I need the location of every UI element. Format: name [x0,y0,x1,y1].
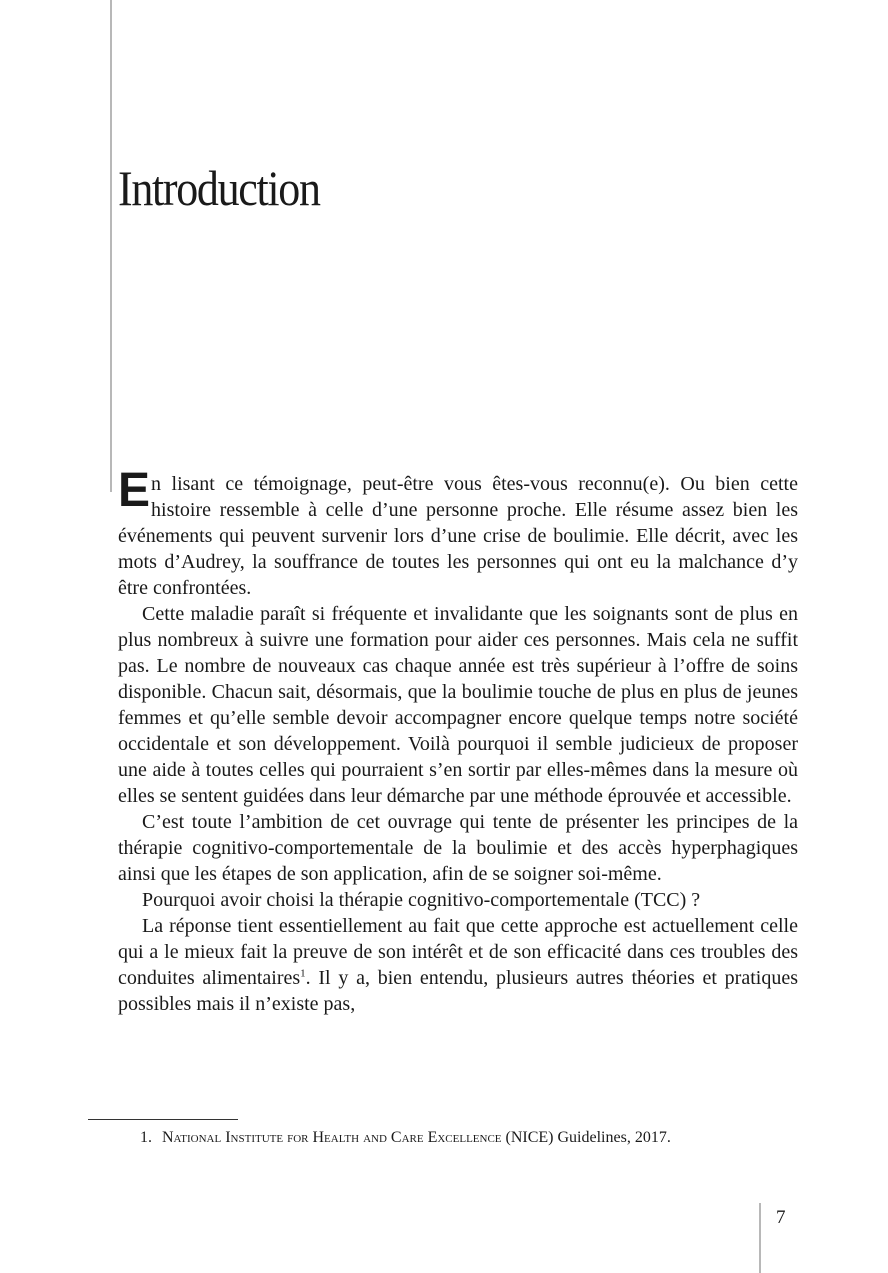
body-text [118,464,798,1017]
drop-cap: E [118,464,151,517]
footnote-reference[interactable]: 1 [300,967,306,980]
footnote [140,1128,671,1148]
paragraph-5-text-a: La réponse tient essentiellement au fait que cette approche est actuellement celle qui a le mieux fait la preuve de son intérêt et de son efficacité dans ces troubles des conduites alimentaires [118,915,798,989]
page-number: 7 [776,1207,786,1228]
paragraph-1 [118,464,798,601]
paragraph-3: C’est toute l’ambition de cet ouvrage qui tente de présenter les principes de la thérapie cognitivo-comportementale de la boulimie et des accès hyperphagiques ainsi que les étapes de son application, afin de se soigner soi-même. [118,811,798,885]
paragraph-1-text: n lisant ce témoignage, peut-être vous êtes-vous reconnu(e). Ou bien cette histoire ressemble à celle d’une personne proche. Elle résume assez bien les événements qui peuvent survenir lors d’une crise de boulimie. Elle décrit, avec les mots d’Audrey, la souffrance de toutes les personnes qui ont eu la malchance d’y être confrontées. [118,473,798,599]
paragraph-2: Cette maladie paraît si fréquente et invalidante que les soignants sont de plus en plus nombreux à suivre une formation pour aider ces personnes. Mais cela ne suffit pas. Le nombre de nouveaux cas chaque année est très supérieur à l’offre de soins disponible. Chacun sait, désormais, que la boulimie touche de plus en plus de jeunes femmes et qu’elle semble devoir accompagner encore quelque temps notre société occidentale et son développement. Voilà pourquoi il semble judicieux de proposer une aide à toutes celles qui pourraient s’en sortir par elles-mêmes dans la mesure où elles se sentent guidées dans leur démarche par une méthode éprouvée et accessible. [118,603,798,807]
paragraph-5 [118,913,798,1017]
chapter-title: Introduction [118,160,320,216]
paragraph-5-text-b: . Il y a, bien entendu, plusieurs autres théories et pratiques possibles mais il n’existe pas, [118,967,798,1015]
footnote-text: (NICE) Guidelines, 2017. [501,1129,671,1146]
footnote-separator [88,1119,238,1120]
footnote-organization: National Institute for Health and Care Excellence [162,1129,502,1146]
footnote-number: 1. [140,1129,152,1146]
bottom-margin-rule [759,1203,761,1273]
top-margin-rule [110,0,112,492]
paragraph-4: Pourquoi avoir choisi la thérapie cognitivo-comportementale (TCC) ? [142,889,701,911]
